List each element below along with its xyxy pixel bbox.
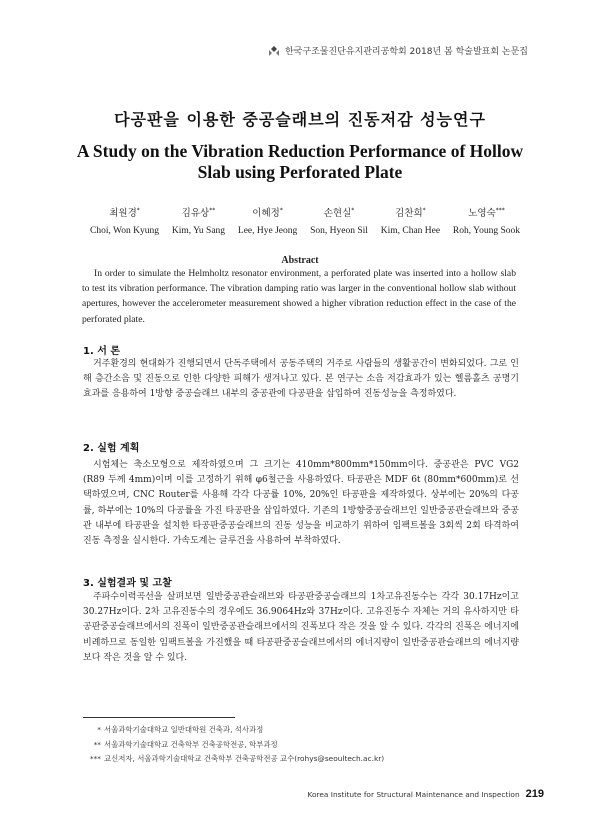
author-affiliation-mark: * [351,206,355,214]
author [310,205,368,236]
english-title-line2: Slab using Perforated Plate [197,162,403,182]
footnote [89,738,384,753]
author [238,205,297,236]
footnotes [89,723,384,767]
footer-publisher: Korea Institute for Structural Maintenance and Inspection [307,789,520,799]
author-korean-name: 노영숙 [468,208,496,219]
footnote-mark: ** [93,739,101,749]
author-list [90,205,520,236]
author [381,205,440,236]
section-body-introduction: 거주환경의 현대화가 진행되면서 단독주택에서 공동주택의 거주로 사람들의 생활공간이 변화되었다. 그로 인해 층간소음 및 진동으로 인한 다양한 피해가 생겨나고 있다. 본 연구는 소음 저감효과가 있는 헬름홀츠 공명기 효과를 응용하여 1방향 중공슬래브 내부의 중공관에 다공판을 삽입하여 진동성능을 측정하였다. [83,359,519,400]
section-heading-introduction: 1. 서 론 [83,346,121,357]
author-korean-name: 최원경 [109,208,137,219]
author-affiliation-mark: * [422,206,426,214]
page-footer [307,788,550,800]
author-korean-name: 김유상 [181,208,210,219]
korean-title: 다공판을 이용한 중공슬래브의 진동저감 성능연구 [114,110,486,129]
society-logo-icon [267,45,281,57]
footnote [89,752,384,767]
abstract-heading: Abstract [281,255,319,266]
english-title-line1: A Study on the Vibration Reduction Performance of Hollow [76,141,524,161]
footnote-divider [83,717,235,718]
section-body-experiment-plan: 시험체는 축소모형으로 제작하였으며 그 크기는 410mm*800mm*150mm이다. 중공관은 PVC VG2 (R89 두께 4mm)이며 이를 고정하기 위해 φ6철근을 사용하였다. 타공판은 MDF 6t (80mm*600mm)로 선택하였으며, CNC Router를 사용해 각각 다공률 10%, 20%인 타공판을 제작하였다. 상부에는 20%의 다공률, 하부에는 10%의 다공률을 가진 타공판을 삽입하였다. 기존의 1방향중공슬래브인 일반중공관슬래브와 중공관 내부에 타공판을 설치한 타공판중공슬래브의 진동 성능을 비교하기 위하여 임팩트볼을 3회씩 2회 타격하여 진동 측정을 실시한다. 가속도계는 글루건을 사용하여 부착하였다. [83,460,519,547]
english-title [0,141,600,183]
author-english-name: Roh, Young Sook [452,226,520,236]
author [90,205,159,236]
author-english-name: Kim, Chan Hee [380,226,441,236]
page-number: 219 [525,788,544,800]
author-korean-name: 이혜정 [252,208,280,219]
abstract-text: In order to simulate the Helmholtz resonator environment, a perforated plate was inserted into a hollow slab to test its vibration performance. The vibration damping ratio was larger in the conventional hollow slab without apertures, however the accelerometer measurement showed a higher vibration reduction effect in the case of the perforated plate. [82,268,516,325]
section-heading-experiment-plan: 2. 실험 계획 [83,443,140,454]
footnote [89,723,384,738]
author-english-name: Lee, Hye Jeong [237,226,298,236]
author-affiliation-mark: * [279,206,283,214]
author [172,205,225,236]
author-affiliation-mark: * [136,206,140,214]
author-english-name: Son, Hyeon Sil [310,226,368,236]
author-english-name: Choi, Won Kyung [90,226,159,236]
author-english-name: Kim, Yu Sang [171,226,226,236]
author [453,205,520,236]
footnote-text: 교신저자, 서울과학기술대학교 건축학부 건축공학전공 교수(rohys@seoultech.ac.kr) [104,754,385,763]
section-body-results: 주파수이력곡선을 살펴보면 일반중공관슬래브와 타공판중공슬래브의 1차고유진동수는 각각 30.17Hz이고 30.27Hz이다. 2차 고유진동수의 경우에도 36.9064Hz와 37Hz이다. 고유진동수 자체는 거의 유사하지만 타공판중공슬래브에서의 진폭이 일반중공관슬래브에서의 진폭보다 작은 것을 알 수 있다. 각각의 진폭은 에너지에 비례하므로 동일한 임팩트볼을 가진했을 때 타공판중공슬래브에서의 에너지량이 일반중공관슬래브의 에너지량보다 작은 것을 알 수 있다. [83,592,519,663]
section-heading-results: 3. 실험결과 및 고찰 [83,578,172,589]
author-korean-name: 손현실 [323,208,352,219]
author-affiliation-mark: *** [495,206,505,214]
author-korean-name: 김찬희 [395,208,423,219]
footnote-mark: *** [89,754,101,763]
footnote-mark: * [97,725,101,734]
author-affiliation-mark: ** [209,206,216,214]
footnote-text: 서울과학기술대학교 일반대학원 건축과, 석사과정 [104,725,264,734]
footnote-text: 서울과학기술대학교 건축학부 건축공학전공, 학부과정 [104,739,278,749]
proceedings-title: 한국구조물진단유지관리공학회 2018년 봄 학술발표회 논문집 [284,47,528,57]
proceedings-header [267,44,528,57]
